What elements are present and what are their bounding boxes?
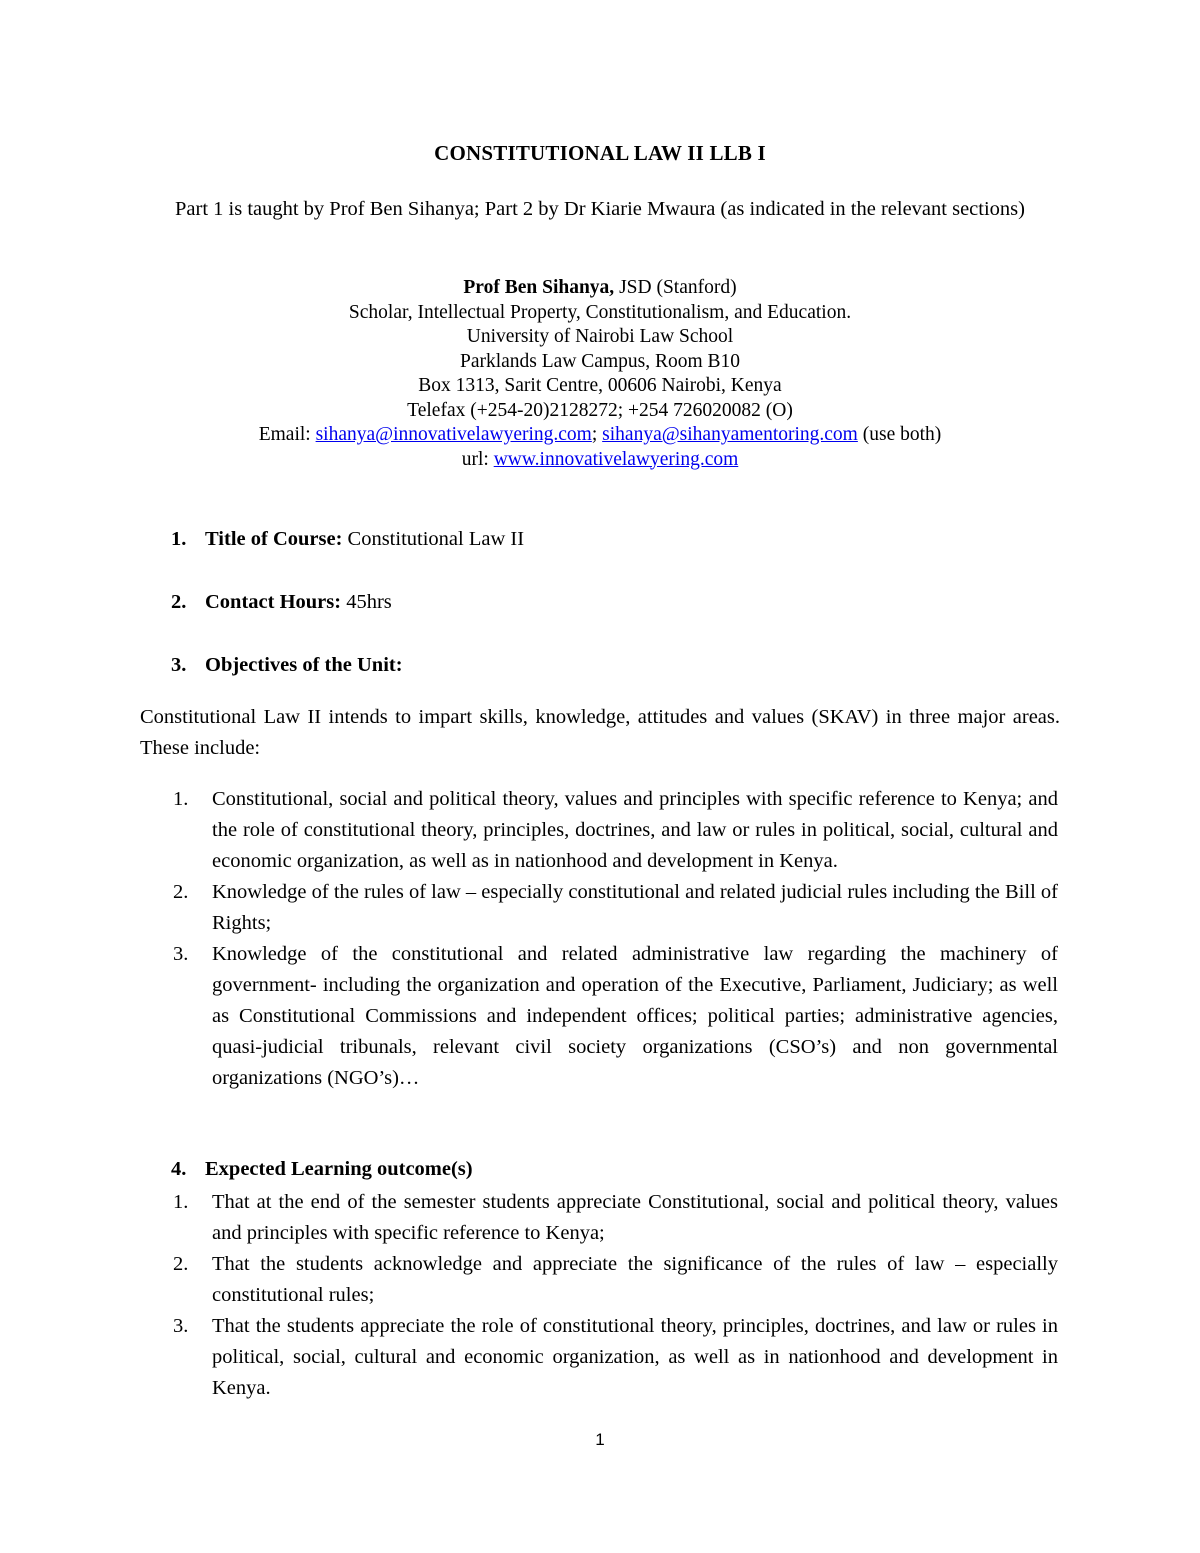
author-campus: Parklands Law Campus, Room B10 bbox=[459, 350, 741, 372]
list-item bbox=[140, 1249, 1058, 1311]
url-label: url: bbox=[461, 448, 494, 470]
item-number: 2. bbox=[173, 881, 189, 903]
item-text: Knowledge of the rules of law – especially constitutional and related judicial rules including the Bill of Rights; bbox=[212, 881, 1058, 934]
page-number: 1 bbox=[595, 1430, 605, 1449]
item-number: 3. bbox=[173, 943, 189, 965]
email-note: (use both) bbox=[857, 424, 942, 445]
section-number: 2. bbox=[171, 591, 187, 613]
objectives-intro: Constitutional Law II intends to impart skills, knowledge, attitudes and values (SKAV) in three major areas. These include: bbox=[140, 706, 1060, 759]
section-learning-outcomes bbox=[140, 1158, 1060, 1181]
section-label: Title of Course: bbox=[205, 528, 343, 550]
list-item bbox=[140, 784, 1058, 877]
url-link[interactable]: www.innovativelawyering.com bbox=[493, 448, 739, 470]
list-item bbox=[140, 1311, 1058, 1404]
section-number: 1. bbox=[171, 528, 187, 550]
item-text: Knowledge of the constitutional and related administrative law regarding the machinery of government- including the organization and operation of the Executive, Parliament, Judiciary; as well as Constitutional Commissions and independent offices; political parties; administrative agencies, quasi-judicial tribunals, relevant civil society organizations (CSO’s) and non governmental organizations (NGO’s)… bbox=[212, 943, 1058, 1089]
objectives-list bbox=[140, 784, 1058, 1094]
item-number: 1. bbox=[173, 788, 189, 810]
item-number: 2. bbox=[173, 1253, 189, 1275]
section-objectives bbox=[140, 654, 1060, 677]
email-link-2[interactable]: sihanya@sihanyamentoring.com bbox=[602, 424, 858, 445]
section-label: Objectives of the Unit: bbox=[205, 654, 403, 676]
outcomes-list bbox=[140, 1187, 1058, 1404]
email-link-1[interactable]: sihanya@innovativelawyering.com bbox=[315, 424, 592, 445]
email-label: Email: bbox=[258, 424, 316, 445]
author-telefax: Telefax (+254-20)2128272; +254 726020082 (O) bbox=[407, 399, 793, 421]
section-label: Contact Hours: bbox=[205, 591, 342, 613]
list-item bbox=[140, 877, 1058, 939]
item-text: That the students appreciate the role of constitutional theory, principles, doctrines, and law or rules in political, social, cultural and economic organization, as well as in nationhood and development in Kenya. bbox=[212, 1315, 1058, 1399]
document-title: CONSTITUTIONAL LAW II LLB I bbox=[434, 141, 766, 165]
item-text: That at the end of the semester students appreciate Constitutional, social and political theory, values and principles with specific reference to Kenya; bbox=[212, 1191, 1058, 1244]
item-number: 1. bbox=[173, 1191, 189, 1213]
list-item bbox=[140, 939, 1058, 1094]
item-number: 3. bbox=[173, 1315, 189, 1337]
item-text: Constitutional, social and political theory, values and principles with specific reference to Kenya; and the role of constitutional theory, principles, doctrines, and law or rules in political, social, cultural and economic organization, as well as in nationhood and development in Kenya. bbox=[212, 788, 1058, 872]
author-institution: University of Nairobi Law School bbox=[466, 326, 734, 347]
author-line bbox=[140, 276, 1060, 301]
section-value: 45hrs bbox=[341, 591, 392, 613]
list-item bbox=[140, 1187, 1058, 1249]
section-contact-hours bbox=[140, 591, 1060, 614]
section-value: Constitutional Law II bbox=[342, 528, 525, 550]
intro-text: Part 1 is taught by Prof Ben Sihanya; Part 2 by Dr Kiarie Mwaura (as indicated in the relevant sections) bbox=[175, 198, 1025, 220]
author-role: Scholar, Intellectual Property, Constitutionalism, and Education. bbox=[348, 301, 852, 323]
section-number: 3. bbox=[171, 654, 187, 676]
section-title-of-course bbox=[140, 528, 1060, 551]
item-text: That the students acknowledge and appreciate the significance of the rules of law – especially constitutional rules; bbox=[212, 1253, 1058, 1306]
section-label: Expected Learning outcome(s) bbox=[205, 1158, 473, 1180]
author-degree: JSD (Stanford) bbox=[614, 277, 737, 298]
email-separator: ; bbox=[591, 424, 603, 445]
author-address: Box 1313, Sarit Centre, 00606 Nairobi, Kenya bbox=[418, 375, 782, 396]
email-line bbox=[140, 423, 1060, 448]
url-line bbox=[140, 448, 1060, 473]
section-number: 4. bbox=[171, 1158, 187, 1180]
author-name: Prof Ben Sihanya, bbox=[463, 277, 615, 298]
contact-block bbox=[140, 276, 1060, 472]
